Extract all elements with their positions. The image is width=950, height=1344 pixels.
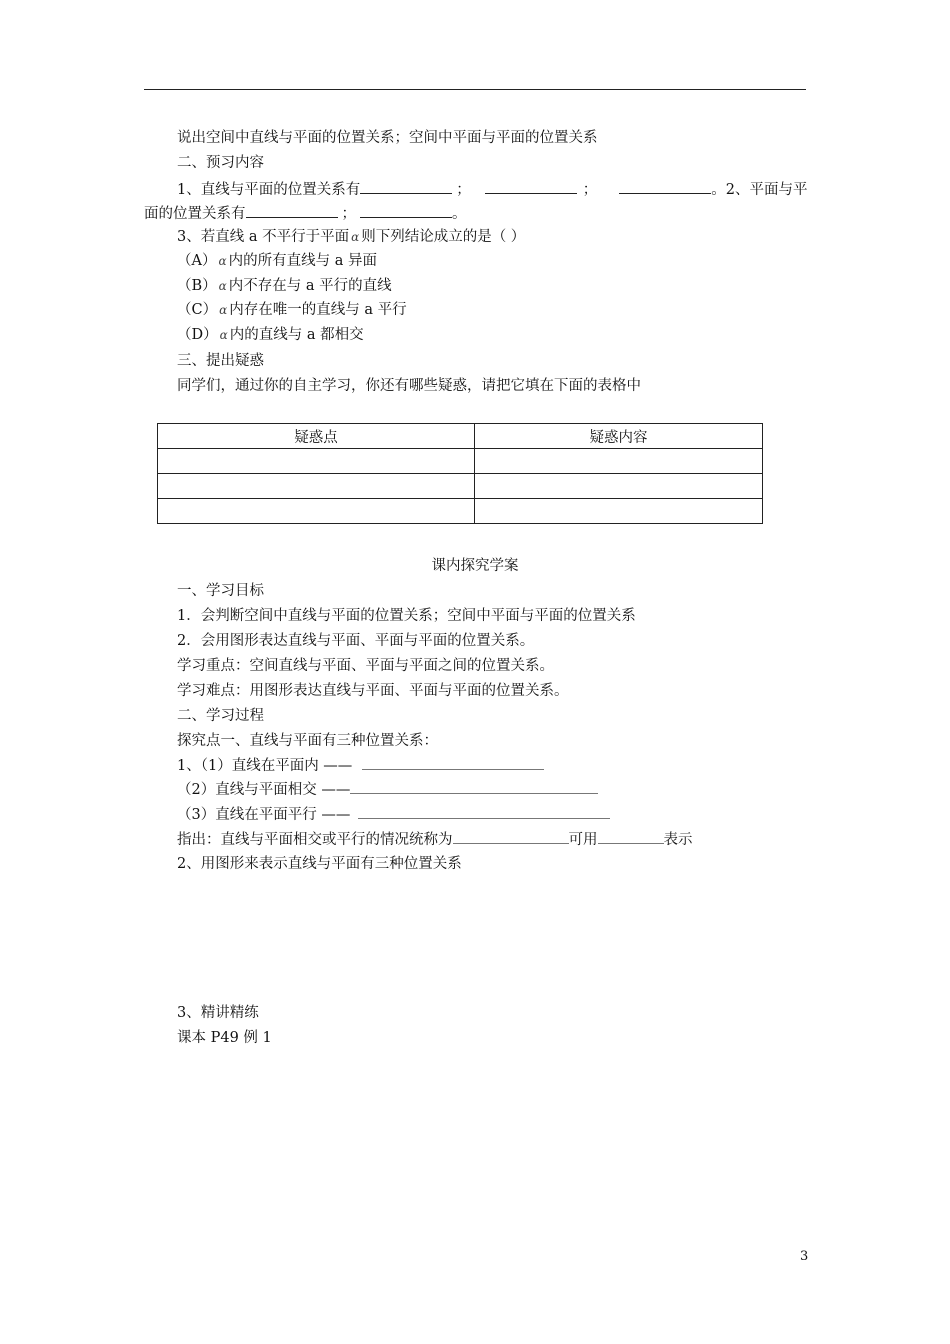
question-3 (177, 227, 525, 247)
doubts-table (157, 423, 763, 524)
option-label: （D） (177, 327, 218, 343)
textbook-ref: 课本 P49 例 1 (177, 1030, 272, 1046)
table-cell[interactable] (158, 499, 475, 524)
answer-blank[interactable] (362, 755, 544, 770)
table-header-row (158, 424, 763, 449)
answer-blank[interactable] (598, 829, 664, 844)
key-point: 学习重点：空间直线与平面、平面与平面之间的位置关系。 (177, 658, 554, 674)
alpha-symbol: α (218, 279, 227, 293)
alpha-symbol: α (219, 328, 228, 342)
option-text: 内的所有直线与 a 异面 (228, 253, 377, 269)
answer-blank[interactable] (246, 203, 338, 218)
option-label: （A） (177, 253, 217, 269)
header-rule (144, 89, 806, 90)
q1-sep2: ； (582, 182, 598, 198)
relation-3 (177, 804, 610, 825)
section-preview-title: 二、预习内容 (177, 155, 264, 171)
note-line (177, 829, 693, 850)
item-3: 3、精讲精练 (177, 1005, 259, 1021)
process-title: 二、学习过程 (177, 708, 264, 724)
alpha-symbol: α (219, 303, 228, 317)
answer-blank[interactable] (453, 829, 569, 844)
answer-blank[interactable] (350, 779, 598, 794)
table-header-cell: 疑惑点 (158, 424, 475, 449)
answer-blank[interactable] (485, 179, 577, 194)
answer-blank[interactable] (360, 203, 452, 218)
note-mid: 可用 (568, 832, 598, 848)
q3-prefix: 3、若直线 a 不平行于平面 (177, 229, 350, 245)
q1-line2-prefix: 面的位置关系有 (144, 206, 246, 222)
table-header-cell: 疑惑内容 (475, 424, 763, 449)
difficulty: 学习难点：用图形表达直线与平面、平面与平面的位置关系。 (177, 683, 569, 699)
doubts-description: 同学们，通过你的自主学习，你还有哪些疑惑，请把它填在下面的表格中 (177, 378, 641, 394)
table-cell[interactable] (158, 474, 475, 499)
option-label: （B） (177, 278, 217, 294)
q1-sep1: ； (456, 182, 471, 198)
answer-blank[interactable] (619, 179, 711, 194)
table-cell[interactable] (475, 499, 763, 524)
goals-title: 一、学习目标 (177, 583, 264, 599)
alpha-symbol: α (218, 254, 227, 268)
intro-text: 说出空间中直线与平面的位置关系；空间中平面与平面的位置关系 (177, 130, 598, 146)
q1-sep3: ； (341, 206, 356, 222)
question-1-line-2 (144, 203, 467, 224)
relation-2 (177, 779, 598, 800)
q1-end: 。 (452, 206, 467, 222)
q1-mid: 。2、平面与平 (711, 182, 808, 198)
question-1-line-1 (177, 179, 807, 200)
table-row (158, 499, 763, 524)
option-d (177, 325, 364, 345)
q1-prefix: 1、直线与平面的位置关系有 (177, 182, 361, 198)
table-row (158, 449, 763, 474)
option-label: （C） (177, 302, 218, 318)
option-b (177, 276, 392, 296)
note-suffix: 表示 (663, 832, 693, 848)
goal-1: 1．会判断空间中直线与平面的位置关系；空间中平面与平面的位置关系 (177, 608, 636, 624)
relation-2-text: （2）直线与平面相交 —— (177, 782, 351, 798)
alpha-symbol: α (351, 230, 360, 244)
table-row (158, 474, 763, 499)
answer-blank[interactable] (360, 179, 452, 194)
note-prefix: 指出：直线与平面相交或平行的情况统称为 (177, 832, 453, 848)
answer-blank[interactable] (358, 804, 610, 819)
table-cell[interactable] (475, 474, 763, 499)
table-cell[interactable] (475, 449, 763, 474)
relation-1 (177, 755, 544, 776)
section-doubts-title: 三、提出疑惑 (177, 353, 264, 369)
relation-1-text: 1、（1）直线在平面内 —— (177, 758, 353, 774)
relation-3-text: （3）直线在平面平行 —— (177, 807, 351, 823)
option-text: 内的直线与 a 都相交 (229, 327, 364, 343)
option-text: 内不存在与 a 平行的直线 (228, 278, 392, 294)
goal-2: 2．会用图形表达直线与平面、平面与平面的位置关系。 (177, 633, 535, 649)
option-a (177, 251, 377, 271)
option-text: 内存在唯一的直线与 a 平行 (229, 302, 407, 318)
page-number: 3 (800, 1249, 809, 1264)
section-center-title: 课内探究学案 (431, 558, 519, 574)
table-cell[interactable] (158, 449, 475, 474)
option-c (177, 300, 407, 320)
explore-point-1: 探究点一、直线与平面有三种位置关系： (177, 733, 438, 749)
q3-suffix: 则下列结论成立的是（ ） (361, 229, 526, 245)
item-2: 2、用图形来表示直线与平面有三种位置关系 (177, 856, 462, 872)
